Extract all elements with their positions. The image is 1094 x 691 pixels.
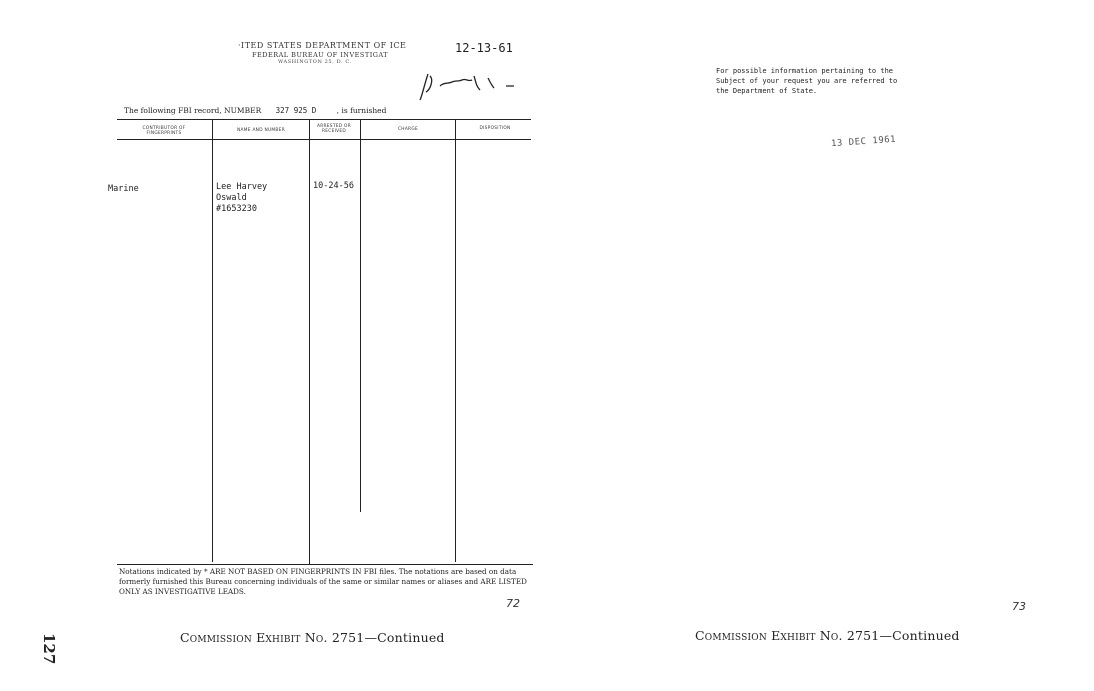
column-divider-2 [309,120,310,564]
table-header-rule [117,139,531,140]
letterhead-line1: ·ITED STATES DEPARTMENT OF ICE [238,41,407,50]
notation-text: Notations indicated by * ARE NOT BASED ON FINGERPRINTS IN FBI files. The notations are based on data formerly furnished this Bureau concerning individuals of the same or similar names or aliases and ARE LISTED ONLY AS INVESTIGATIVE LEADS. [119,567,527,596]
record-line [124,106,386,115]
left-caption-number: 2751—Continued [331,630,445,645]
right-caption-prefix: Commission Exhibit No. [695,628,843,643]
referral-note-line3: the Department of State. [716,87,818,95]
right-page-number: 73 [1012,600,1026,613]
letterhead-line3: WASHINGTON 25, D. C. [278,59,352,65]
page-mark: 72 [506,597,520,610]
received-stamp: 13 DEC 1961 [830,134,897,150]
column-header-disposition: DISPOSITION [479,126,511,131]
side-page-number: 127 [40,633,58,665]
right-caption [695,628,960,643]
record-number: 327 925 D [275,106,317,115]
letterhead-line2: FEDERAL BUREAU OF INVESTIGAT [252,51,389,59]
referral-note-line2: Subject of your request you are referred to [716,77,898,85]
record-line-label: The following FBI record, NUMBER [124,106,262,115]
column-header-charge: CHARGE [397,127,418,132]
left-caption-prefix: Commission Exhibit No. [180,630,328,645]
column-divider-1 [212,120,213,562]
signature [418,66,538,106]
column-divider-3 [360,120,361,512]
column-header-contributor: CONTRIBUTOR OF FINGERPRINTS [142,126,186,136]
document-date: 12-13-61 [455,41,513,55]
left-caption [180,630,445,645]
row-arrested-date: 10-24-56 [313,181,354,191]
column-header-arrested: ARRESTED OR RECEIVED [316,124,352,134]
column-divider-4 [455,120,456,562]
column-header-name: NAME AND NUMBER [237,128,285,133]
table-top-rule [117,119,531,120]
row-contributor: Marine [108,184,139,194]
signature-text [440,74,448,75]
row-name-line3: #1653230 [216,204,257,214]
referral-note-line1: For possible information pertaining to the [716,67,894,75]
right-caption-number: 2751—Continued [846,628,960,643]
row-name-line1: Lee Harvey [216,182,268,192]
record-suffix: , is furnished [336,106,387,115]
table-bottom-rule [117,564,533,565]
row-name-line2: Oswald [216,193,247,203]
